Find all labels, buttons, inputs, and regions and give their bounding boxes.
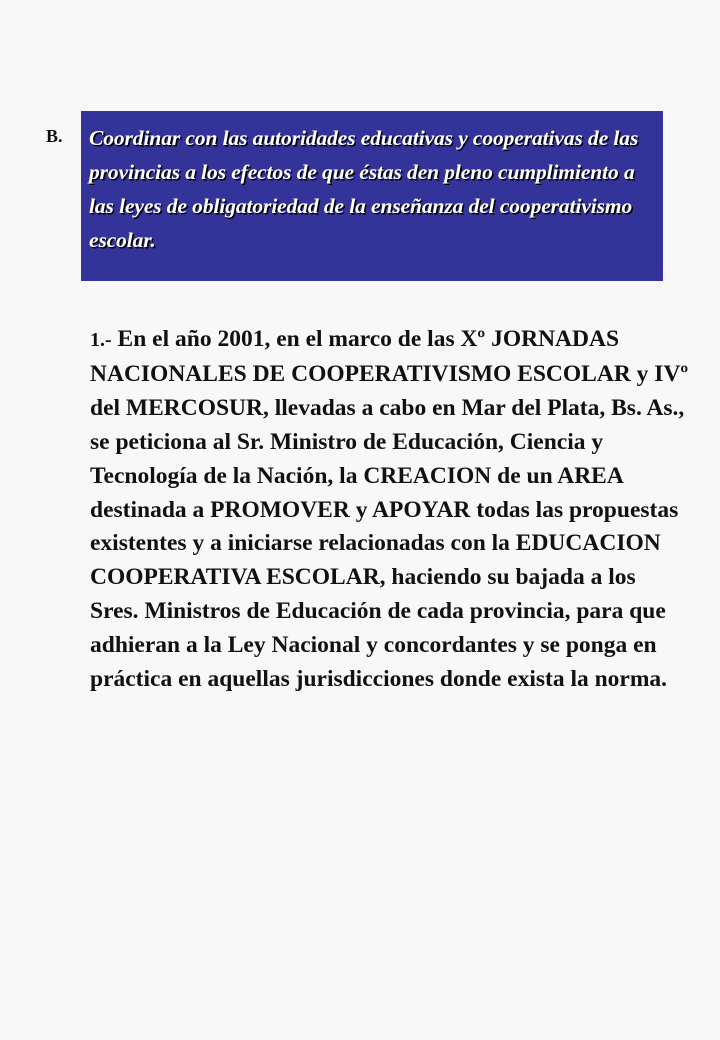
paragraph-number: 1.- (90, 329, 112, 351)
body-paragraph (90, 323, 690, 697)
highlight-box (81, 111, 663, 281)
highlight-text: Coordinar con las autoridades educativas y cooperativas de las provincias a los efectos de que éstas den pleno cumplimiento a las leyes de obligatoriedad de la enseñanza del cooperativismo escolar. (89, 126, 639, 252)
paragraph-text: En el año 2001, en el marco de las Xº JORNADAS NACIONALES DE COOPERATIVISMO ESCOLAR y IVº del MERCOSUR, llevadas a cabo en Mar del Plata, Bs. As., se peticiona al Sr. Ministro de Educación, Ciencia y Tecnología de la Nación, la CREACION de un AREA destinada a PROMOVER y APOYAR todas las propuestas existentes y a iniciarse relacionadas con la EDUCACION COOPERATIVA ESCOLAR, haciendo su bajada a los Sres. Ministros de Educación de cada provincia, para que adhieran a la Ley Nacional y concordantes y se ponga en práctica en aquellas jurisdicciones donde exista la norma. (90, 326, 689, 693)
section-letter: B. (46, 126, 63, 146)
